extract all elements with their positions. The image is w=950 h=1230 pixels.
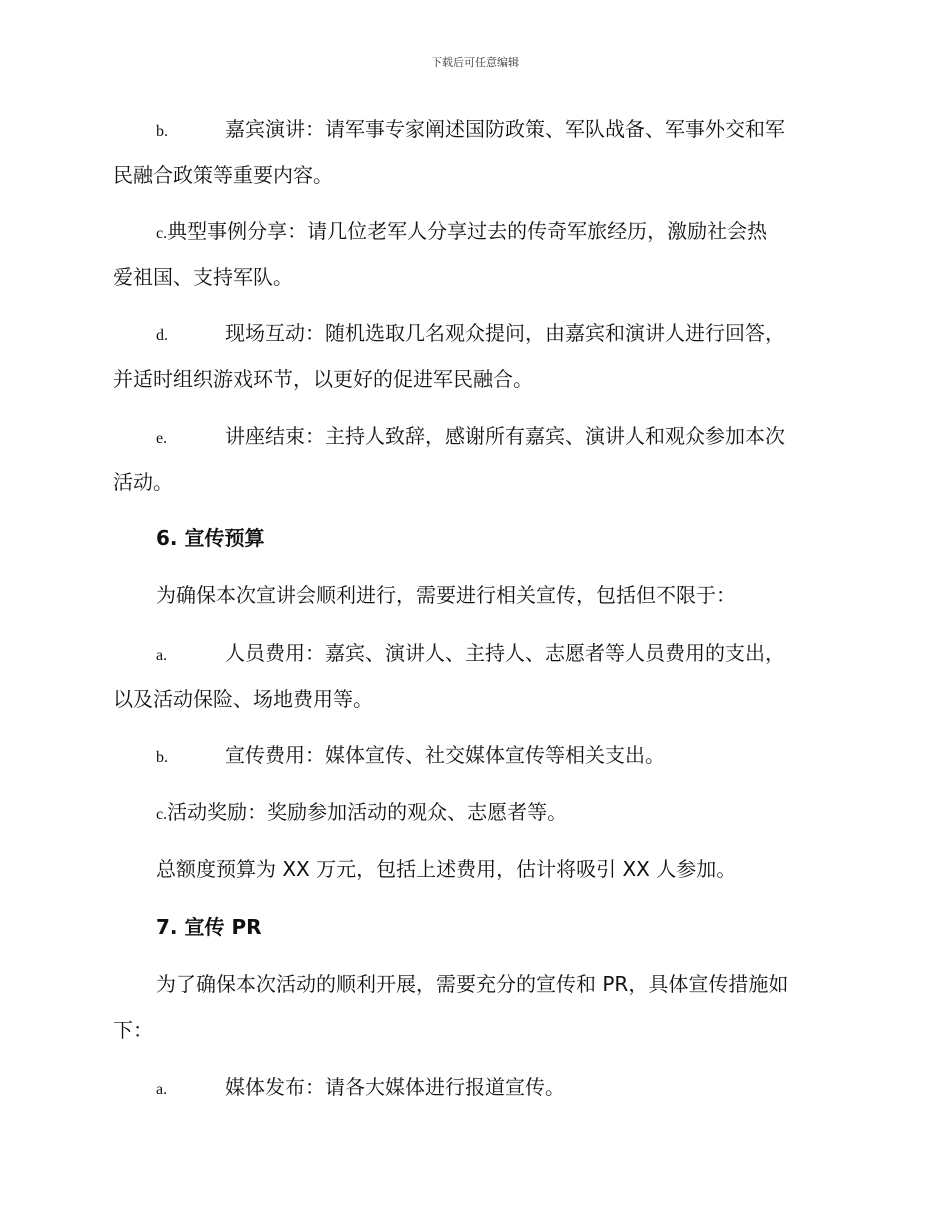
list-item-text: 讲座结束：主持人致辞，感谢所有嘉宾、演讲人和观众参加本次 (225, 424, 785, 448)
list-item-b-guest-speech (113, 106, 843, 198)
list-marker: c. (156, 806, 168, 823)
list-marker: c. (156, 225, 168, 242)
section-heading-text: 7. 宣传 PR (156, 915, 262, 939)
list-marker: a. (156, 1081, 168, 1098)
section-heading-7 (113, 904, 843, 950)
list-item-d-interaction (113, 310, 843, 402)
list-item-text-continued: 爱祖国、支持军队。 (113, 265, 293, 289)
list-marker: b. (156, 749, 168, 766)
paragraph-text: 总额度预算为 XX 万元，包括上述费用，估计将吸引 XX 人参加。 (156, 857, 737, 881)
paragraph-pr-intro (113, 961, 843, 1053)
list-item-e-closing (113, 413, 843, 505)
paragraph-text-continued: 下： (113, 1018, 153, 1042)
section-heading-6 (113, 515, 843, 561)
list-item-text: 宣传费用：媒体宣传、社交媒体宣传等相关支出。 (225, 743, 665, 767)
list-item-text-continued: 以及活动保险、场地费用等。 (113, 687, 373, 711)
list-item-text: 现场互动：随机选取几名观众提问，由嘉宾和演讲人进行回答， (225, 321, 785, 345)
list-marker: b. (156, 123, 168, 140)
list-marker: a. (156, 647, 168, 664)
list-item-text-continued: 民融合政策等重要内容。 (113, 163, 333, 187)
paragraph-text: 为了确保本次活动的顺利开展，需要充分的宣传和 PR，具体宣传措施如 (156, 972, 789, 996)
list-item-c-typical-cases (113, 208, 843, 300)
list-item-a-media-release (113, 1064, 843, 1110)
page-header: 下载后可任意编辑 (431, 56, 519, 69)
paragraph-total-budget (113, 846, 843, 892)
list-item-text-continued: 活动。 (113, 470, 173, 494)
list-item-text: 媒体发布：请各大媒体进行报道宣传。 (225, 1075, 565, 1099)
list-item-c-activity-rewards (113, 789, 843, 835)
list-item-text: 活动奖励：奖励参加活动的观众、志愿者等。 (167, 800, 568, 824)
list-marker: d. (156, 327, 168, 344)
list-item-text: 嘉宾演讲：请军事专家阐述国防政策、军队战备、军事外交和军 (225, 117, 785, 141)
list-item-text-continued: 并适时组织游戏环节，以更好的促进军民融合。 (113, 367, 533, 391)
list-item-text: 人员费用：嘉宾、演讲人、主持人、志愿者等人员费用的支出， (225, 641, 785, 665)
section-heading-text: 6. 宣传预算 (156, 526, 265, 550)
list-item-a-personnel-cost (113, 630, 843, 722)
list-item-b-publicity-cost (113, 732, 843, 778)
paragraph-text: 为确保本次宣讲会顺利进行，需要进行相关宣传，包括但不限于： (156, 583, 736, 607)
list-marker: e. (156, 430, 168, 447)
list-item-text: 典型事例分享：请几位老军人分享过去的传奇军旅经历，激励社会热 (167, 219, 768, 243)
paragraph-budget-intro (113, 572, 843, 618)
